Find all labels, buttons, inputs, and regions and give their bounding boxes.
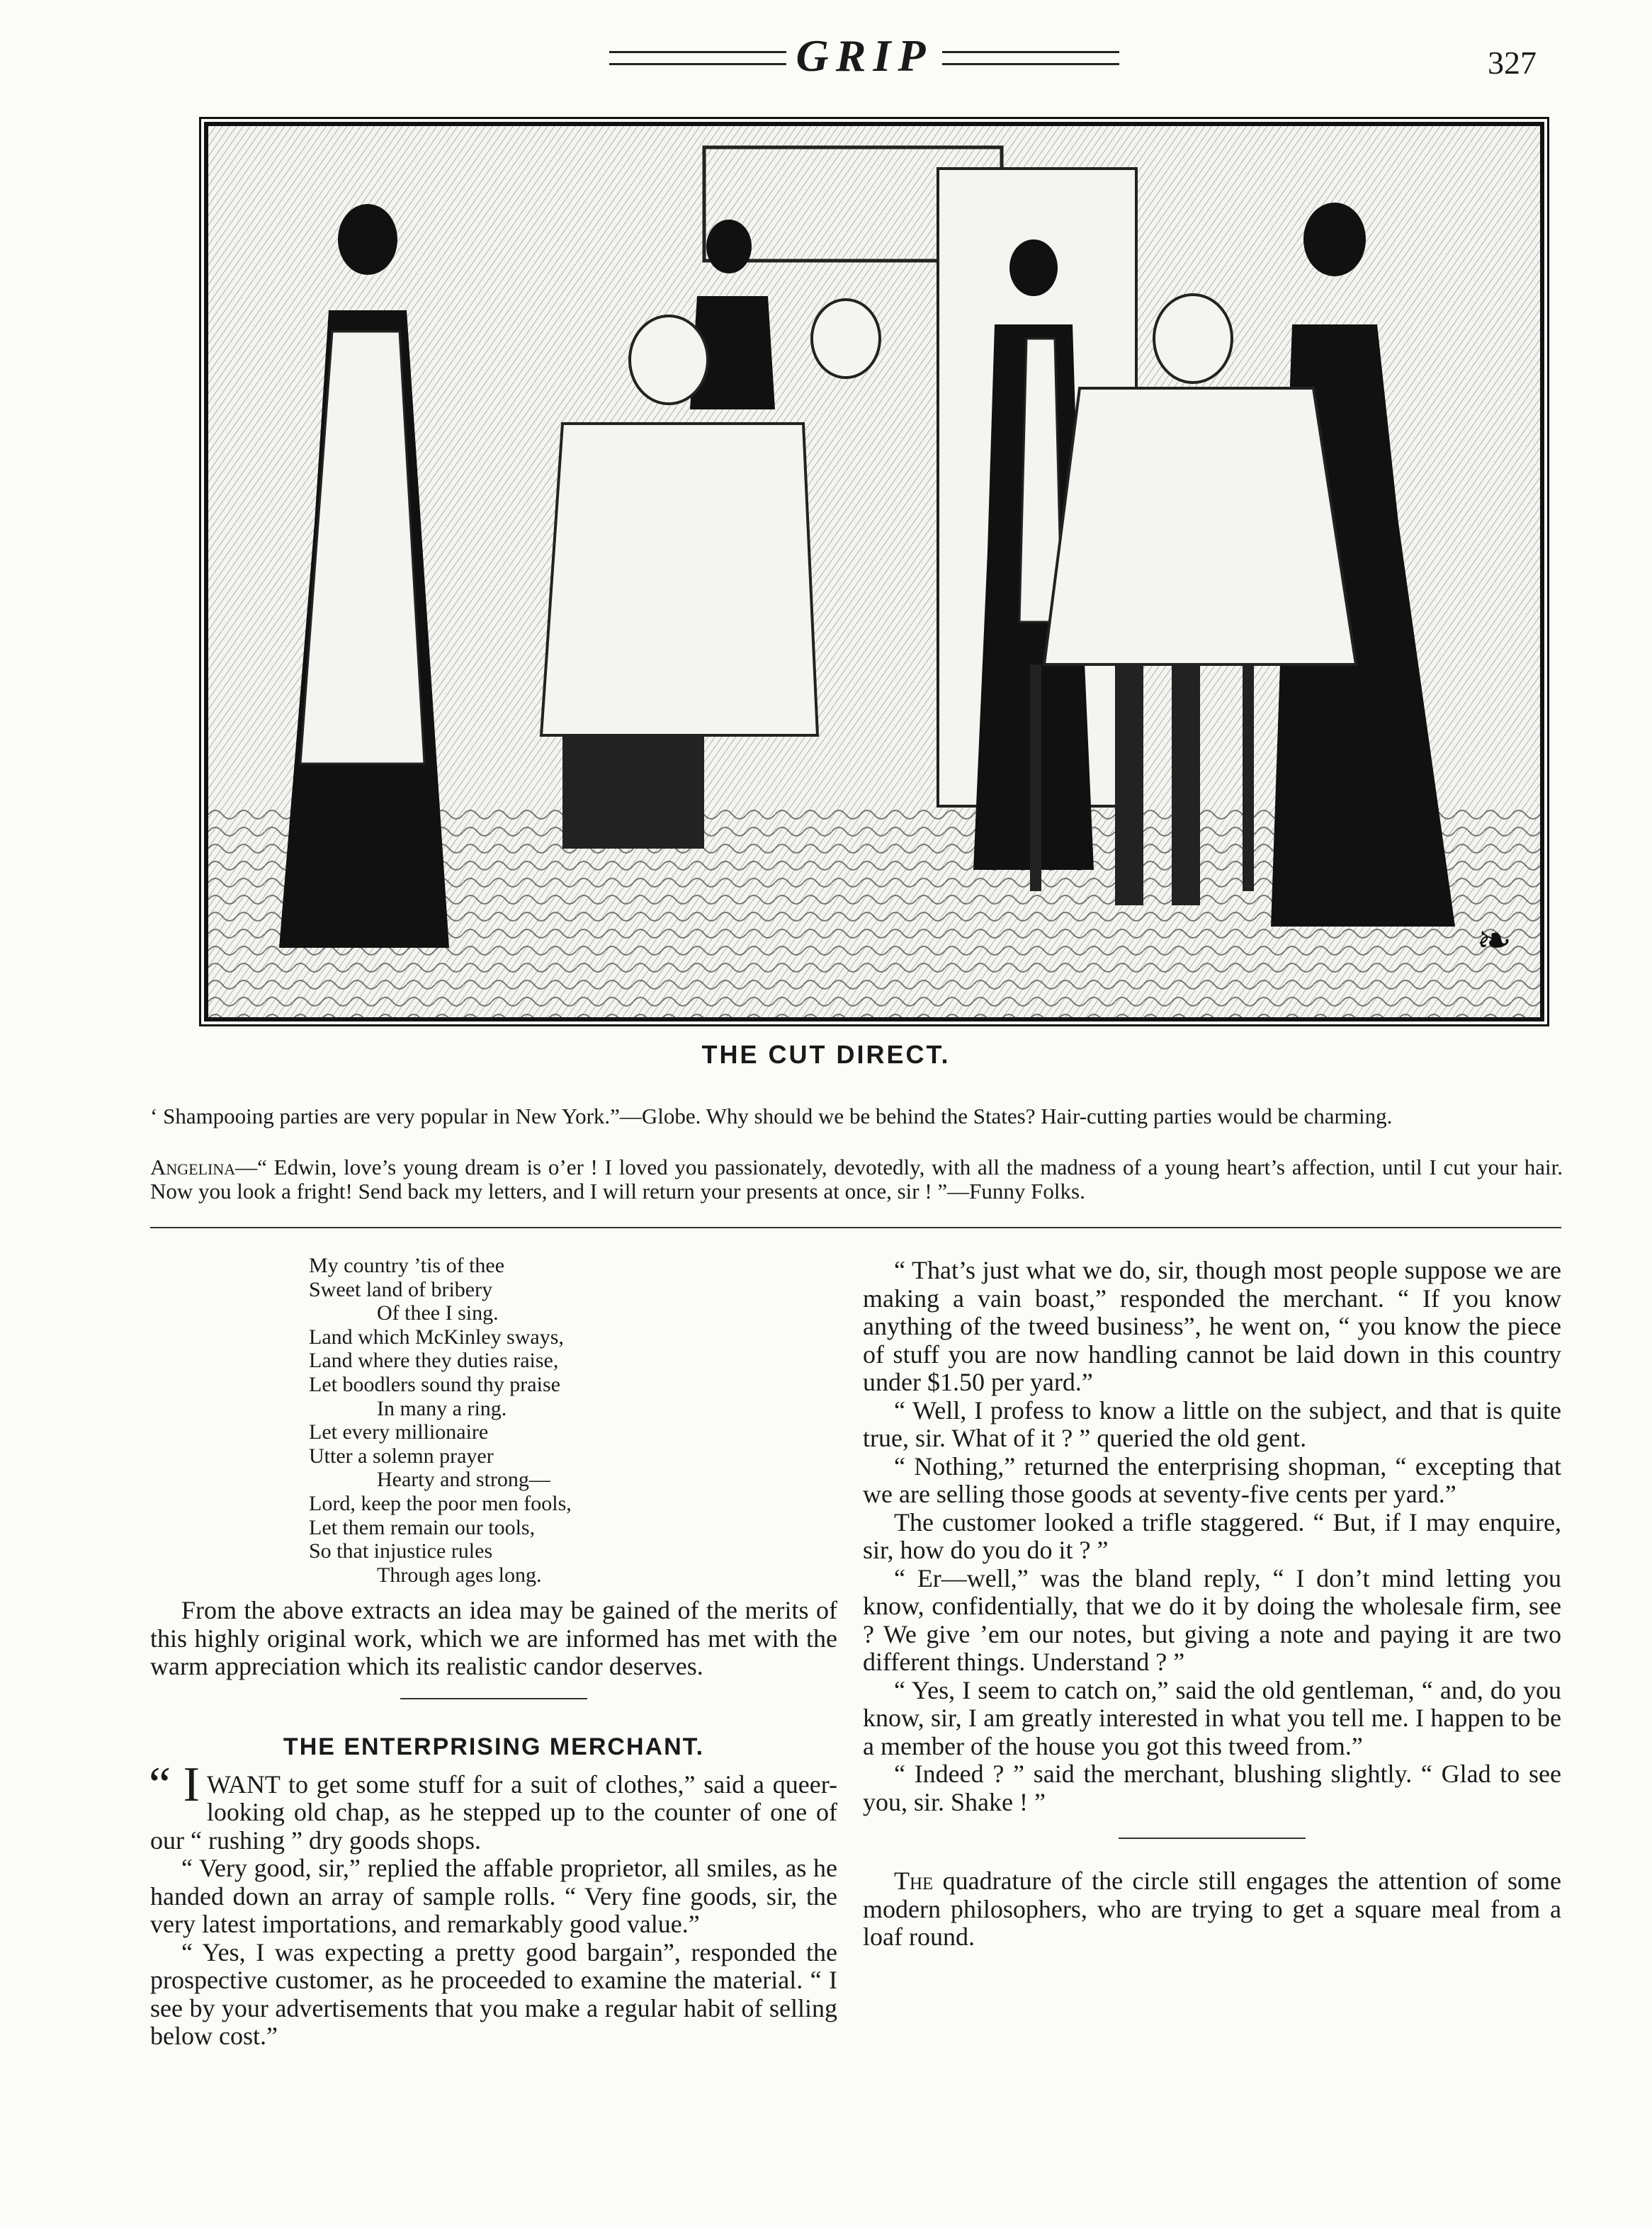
caption-line-1: ‘ Shampooing parties are very popular in New York.”—Globe. Why should we be behind the States? Hair-cutting parties would be charming. (150, 1104, 1393, 1128)
poem-line: Through ages long. (377, 1563, 542, 1587)
poem (309, 1254, 837, 1587)
masthead-title: GRIP (796, 30, 933, 81)
article-paragraph: “ Very good, sir,” replied the affable proprietor, all smiles, as he handed down an array of sample rolls. “ Very fine goods, sir, the very latest importations, and remarkably good value.” (150, 1854, 837, 1939)
poem-line: Let every millionaire (309, 1420, 489, 1444)
drop-cap: “ I (149, 1757, 200, 1812)
poem-line: In many a ring. (377, 1396, 507, 1420)
poem-line: Sweet land of bribery (309, 1277, 493, 1301)
article-title: THE ENTERPRISING MERCHANT. (283, 1733, 705, 1760)
poem-line: My country ’tis of thee (309, 1254, 505, 1277)
poem-line: Hearty and strong— (377, 1468, 550, 1492)
poem-line: Lord, keep the poor men fools, (309, 1491, 572, 1515)
article-paragraph: “ Indeed ? ” said the merchant, blushing slightly. “ Glad to see you, sir. Shake ! ” (863, 1760, 1561, 1816)
article-paragraph: “ Er—well,” was the bland reply, “ I don’t mind letting you know, confidentially, that we do it by doing the wholesale firm, see ? We give ’em our notes, but giving a note and paying it are two different things. Understand ? ” (863, 1563, 1561, 1676)
short-rule (400, 1698, 587, 1699)
poem-line: Utter a solemn prayer (309, 1444, 494, 1468)
section-divider (150, 1227, 1561, 1228)
poem-line: So that injustice rules (309, 1539, 493, 1563)
article-paragraph: “ Well, I profess to know a little on the subject, and that is quite true, sir. What of it ? ” queried the old gent. (863, 1395, 1561, 1452)
poem-line: Of thee I sing. (377, 1301, 499, 1325)
article-paragraph-text: WANT to get some stuff for a suit of clothes,” said a queer-looking old chap, as he stepped up to the counter of one of our “ rushing ” dry goods shops. (150, 1770, 837, 1855)
barbershop-engraving (208, 126, 1540, 1017)
commentary-paragraph: From the above extracts an idea may be gained of the merits of this highly original work, which we are informed has met with the warm appreciation which its realistic candor deserves. (150, 1596, 837, 1681)
article-paragraph: The customer looked a trifle staggered. “ But, if I may enquire, sir, how do you do it ? ” (863, 1507, 1561, 1564)
left-column (150, 1254, 837, 2051)
joke-lead: The (894, 1867, 934, 1895)
poem-line: Let them remain our tools, (309, 1515, 536, 1539)
caption-line-2-text: —“ Edwin, love’s young dream is o’er ! I loved you passionately, devotedly, with all the madness of a young heart’s affection, until I cut your hair. Now you look a fright! Send back my letters, and I will return your presents at once, sir ! ”—Funny Folks. (150, 1155, 1563, 1204)
short-rule (1119, 1838, 1306, 1839)
poem-line: Let boodlers sound thy praise (309, 1372, 560, 1396)
caption-speaker: Angelina (150, 1155, 236, 1179)
poem-line: Land which McKinley sways, (309, 1325, 564, 1349)
poem-line: Land where they duties raise, (309, 1349, 559, 1373)
article-paragraph: “ Yes, I seem to catch on,” said the old gentleman, “ and, do you know, sir, I am greatly interested in what you tell me. I happen to be a member of the house you got this tweed from.” (863, 1675, 1561, 1760)
article-paragraph: “ Yes, I was expecting a pretty good bargain”, responded the prospective customer, as he proceeded to examine the material. “ I see by your advertisements that you make a regular habit of selling below cost.” (150, 1937, 837, 2051)
article-paragraph: “ That’s just what we do, sir, though most people suppose we are making a vain boast,” responded the merchant. “ If you know anything of the tweed business”, he went on, “ you know the piece of stuff you are now handling cannot be laid down in this country under $1.50 per yard.” (863, 1256, 1561, 1396)
joke-paragraph (863, 1867, 1561, 1952)
article-paragraph (149, 1757, 837, 1855)
page-number: 327 (1488, 45, 1537, 81)
artist-monogram: ❧ (1476, 917, 1512, 964)
masthead (609, 30, 1119, 79)
illustration (204, 122, 1544, 1021)
joke-text: quadrature of the circle still engages the attention of some modern philosophers, who are trying to get a square meal from a loaf round. (863, 1867, 1561, 1951)
right-column (863, 1257, 1561, 1952)
caption-title: THE CUT DIRECT. (701, 1040, 951, 1069)
article-paragraph: “ Nothing,” returned the enterprising shopman, “ excepting that we are selling those goods at seventy-five cents per yard.” (863, 1451, 1561, 1508)
masthead-rule-right (942, 51, 1119, 65)
caption-line-2 (150, 1155, 1563, 1204)
